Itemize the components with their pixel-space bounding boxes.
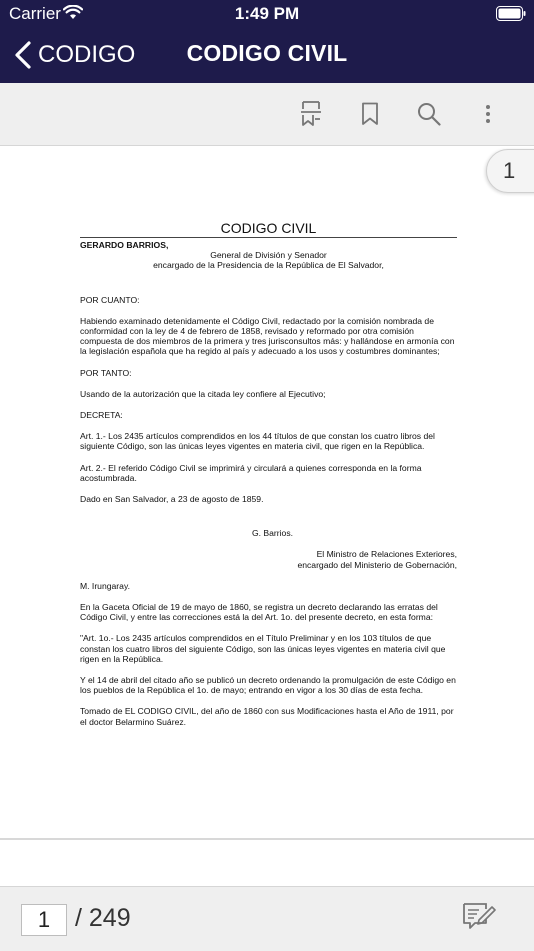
paragraph-3: En la Gaceta Oficial de 19 de mayo de 1860, se registra un decreto declarando las erratas del Código Civil, y entre las correcciones está la del Art. 1o. del presente decreto, en esta forma: [80,602,438,623]
top-bar [0,0,534,83]
bookmark-icon[interactable] [353,97,387,131]
paragraph-5: Y el 14 de abril del citado año se publicó un decreto ordenando la promulgación de este Código en los pueblos de la República el 1o. de mayo; entrando en vigor a los 30 días de esta fecha. [80,675,456,696]
status-time: 1:49 PM [234,4,300,23]
author-role-2: encargado de la Presidencia de la República de El Salvador, [153,260,384,271]
page-total-label: / 249 [75,904,131,932]
page-divider [0,838,534,840]
navigation-bar [0,28,534,83]
author-role-1: General de División y Senador [210,250,327,261]
annotate-button[interactable] [462,901,496,934]
document-author: GERARDO BARRIOS, [80,240,169,250]
status-bar [0,0,534,28]
page-number-badge-label: 1 [503,158,516,183]
article-1: Art. 1.- Los 2435 artículos comprendidos en los 44 títulos de que constan los cuatro libros del siguiente Código, son las únicas leyes vigentes en materia civil, que rigen en la República. [80,431,435,452]
article-2: Art. 2.- El referido Código Civil se imprimirá y circulará a quienes corresponda en la forma acostumbrada. [80,462,422,483]
page-title: CODIGO CIVIL [186,40,348,66]
paragraph-4: "Art. 1o.- Los 2435 artículos comprendidos en el Título Preliminar y en los 103 títulos de que constan los cuatro libros del siguiente Código, son las únicas leyes vigentes en materia civil que rigen en la República. [80,633,446,664]
bottom-bar [0,886,534,951]
edit-note-icon [462,901,496,929]
section-por-cuanto: POR CUANTO: [80,294,140,305]
document-page [80,220,457,727]
paragraph-1: Habiendo examinado detenidamente el Código Civil, redactado por la comisión nombrada de conformidad con la ley de 4 de febrero de 1858, revisado y reformado por otra comisión compuesta de dos miembros de la primera y tres jurisconsultos más: y hallándose en armonía con la legislación española que ha regido al país y adecuado a los usos y costumbres dominantes; [80,315,455,357]
section-por-tanto: POR TANTO: [80,367,132,378]
search-icon[interactable] [412,97,446,131]
minister-line-1: El Ministro de Relaciones Exteriores, [316,549,457,560]
minister-line-2: encargado del Ministerio de Gobernación, [297,559,457,570]
page-number-badge[interactable] [486,149,534,193]
carrier-label: Carrier [9,4,61,23]
signature-irungaray: M. Irungaray. [80,580,130,591]
section-decreta: DECRETA: [80,410,123,421]
more-vert-icon[interactable] [471,97,505,131]
page-number-input[interactable]: 1 [21,904,67,936]
signature-barrios: G. Barrios. [251,528,294,539]
reader-toolbar [0,83,534,146]
paragraph-6: Tomado de EL CODIGO CIVIL, del año de 1860 con sus Modificaciones hasta el Año de 1911, por el doctor Belarmino Suárez. [80,706,454,727]
document-title: CODIGO CIVIL [80,220,457,238]
dado-line: Dado en San Salvador, a 23 de agosto de 1859. [80,494,264,505]
bookmark-list-icon[interactable] [294,97,328,131]
paragraph-2: Usando de la autorización que la citada ley confiere al Ejecutivo; [80,388,326,399]
back-label: CODIGO [38,41,136,68]
battery-icon [496,6,526,26]
